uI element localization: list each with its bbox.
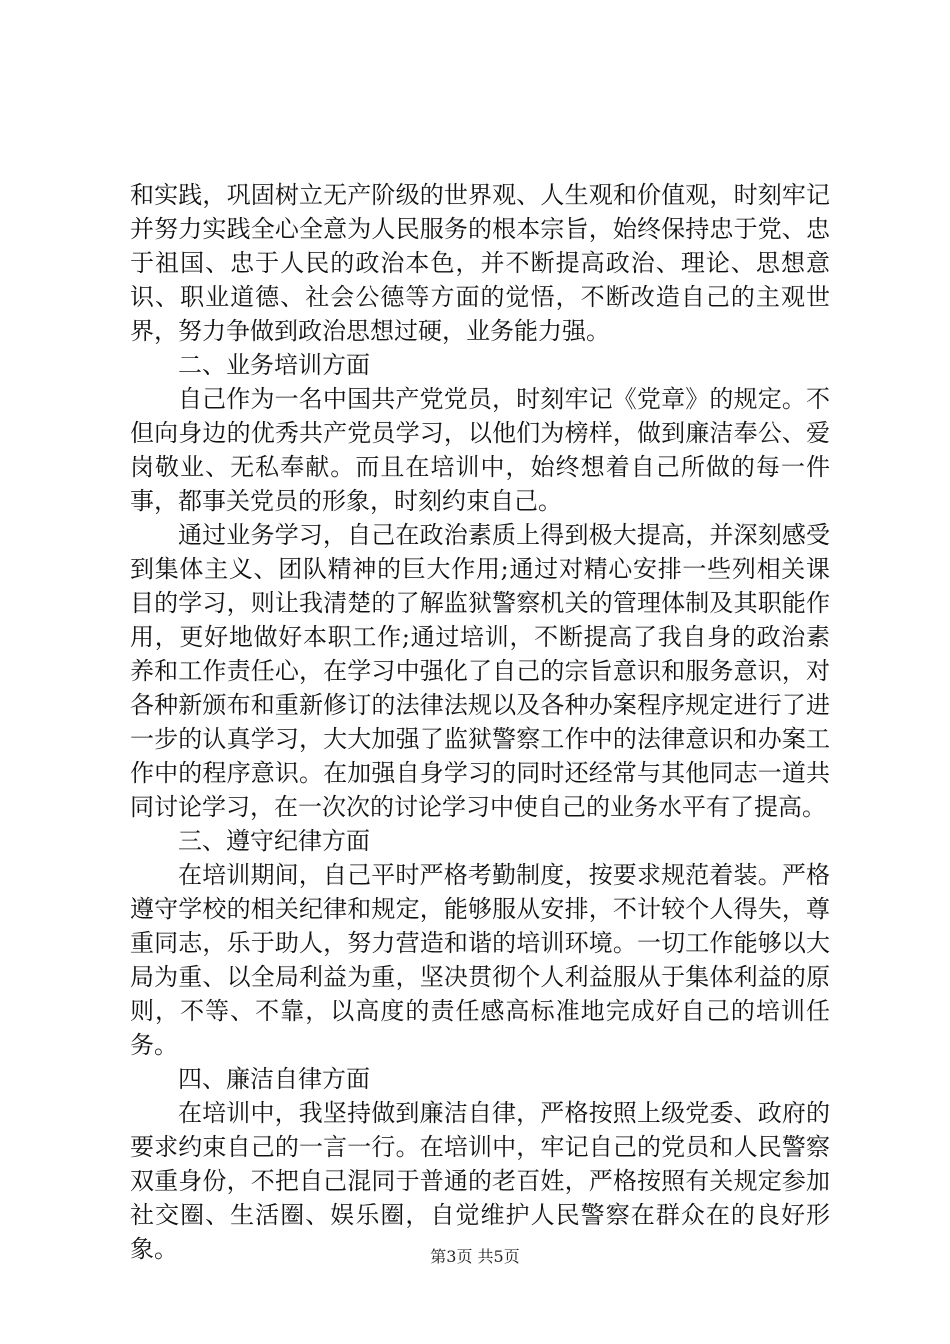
page-footer: 第3页 共5页 xyxy=(430,1247,520,1266)
section-heading-business-training: 二、业务培训方面 xyxy=(178,351,370,379)
paragraph-discipline: 在培训期间，自己平时严格考勤制度，按要求规范着装。严格遵守学校的相关纪律和规定，能够服从安排，不计较个人得失，尊重同志，乐于助人，努力营造和谐的培训环境。一切工作能够以大局为重、以全局利益为重，坚决贯彻个人利益服从于集体利益的原则，不等、不靠，以高度的责任感高标准地完成好自己的培训任务。 xyxy=(130,861,830,1059)
document-body xyxy=(130,178,830,1266)
paragraph-business-study: 通过业务学习，自己在政治素质上得到极大提高，并深刻感受到集体主义、团队精神的巨大作用;通过对精心安排一些列相关课目的学习，则让我清楚的了解监狱警察机关的管理体制及其职能作用，更好地做好本职工作;通过培训，不断提高了我自身的政治素养和工作责任心，在学习中强化了自己的宗旨意识和服务意识，对各种新颁布和重新修订的法律法规以及各种办案程序规定进行了进一步的认真学习，大大加强了监狱警察工作中的法律意识和办案工作中的程序意识。在加强自身学习的同时还经常与其他同志一道共同讨论学习，在一次次的讨论学习中使自己的业务水平有了提高。 xyxy=(130,521,830,821)
paragraph-integrity: 在培训中，我坚持做到廉洁自律，严格按照上级党委、政府的要求约束自己的一言一行。在培训中，牢记自己的党员和人民警察双重身份，不把自己混同于普通的老百姓，严格按照有关规定参加社交圈、生活圈、娱乐圈，自觉维护人民警察在群众在的良好形象。 xyxy=(130,1099,830,1263)
paragraph-intro: 和实践，巩固树立无产阶级的世界观、人生观和价值观，时刻牢记并努力实践全心全意为人民服务的根本宗旨，始终保持忠于党、忠于祖国、忠于人民的政治本色，并不断提高政治、理论、思想意识、职业道德、社会公德等方面的觉悟，不断改造自己的主观世界，努力争做到政治思想过硬，业务能力强。 xyxy=(130,181,830,345)
section-heading-discipline: 三、遵守纪律方面 xyxy=(178,827,370,855)
section-heading-integrity: 四、廉洁自律方面 xyxy=(178,1065,370,1093)
paragraph-party-member: 自己作为一名中国共产党党员，时刻牢记《党章》的规定。不但向身边的优秀共产党员学习，以他们为榜样，做到廉洁奉公、爱岗敬业、无私奉献。而且在培训中，始终想着自己所做的每一件事，都事关党员的形象，时刻约束自己。 xyxy=(130,385,830,515)
